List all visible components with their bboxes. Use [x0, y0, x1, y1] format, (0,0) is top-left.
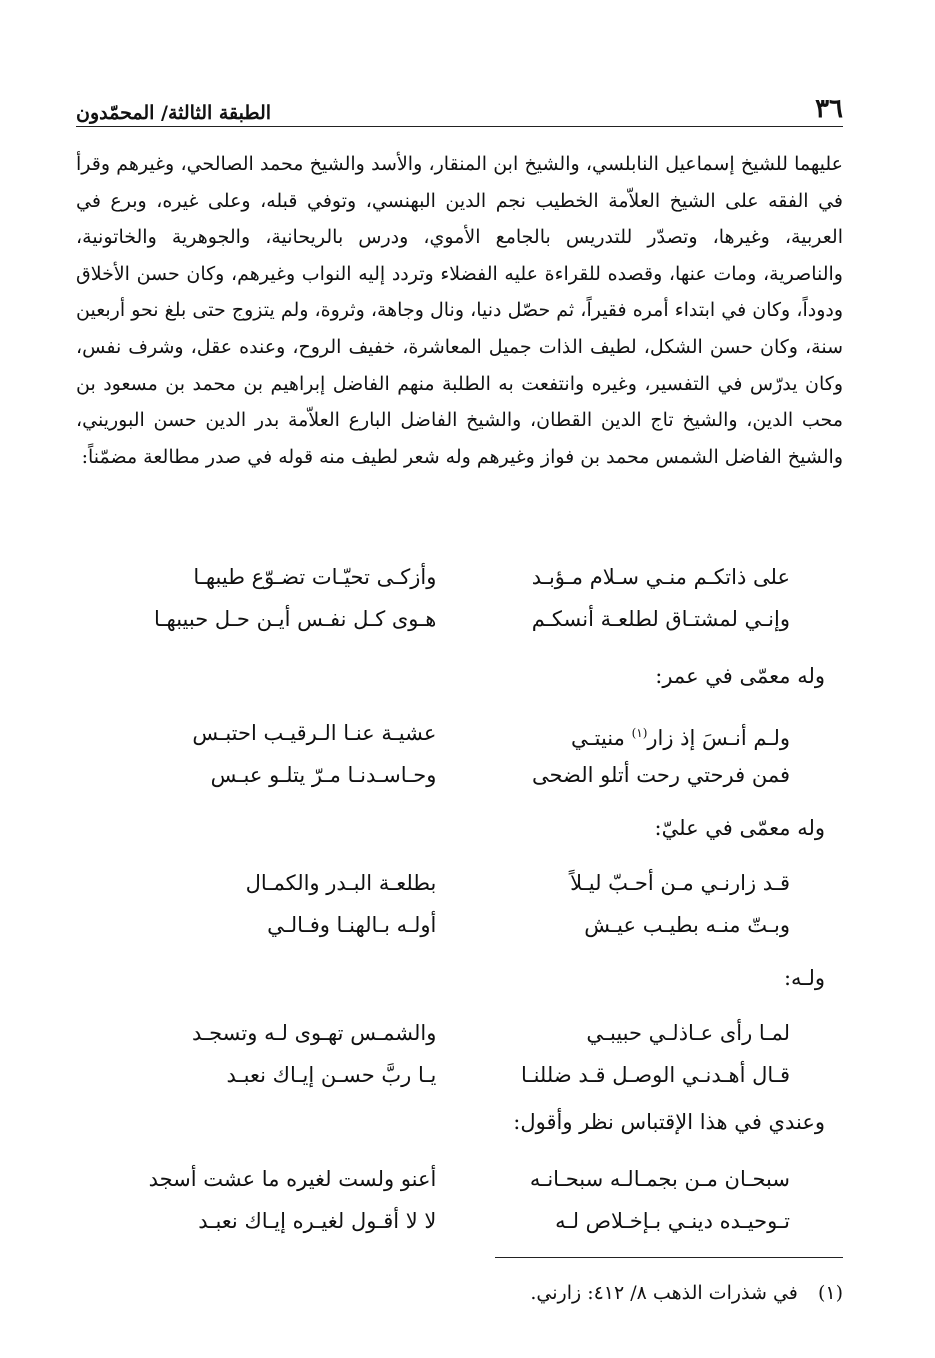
page-number: ٣٦ [815, 94, 843, 124]
verse-second-hemistich: بطلعـة البـدر والكمـال [245, 871, 437, 895]
verse-second-hemistich: أعنو ولست لغيره ما عشت أسجد [148, 1167, 437, 1191]
verse-row [110, 1012, 790, 1054]
verse-first-hemistich: سبحـان مـن بجمـالـه سبحـانـه [529, 1167, 790, 1191]
poem-5 [110, 1158, 790, 1242]
footnote-rule [495, 1257, 843, 1258]
verse-text-end: منيتـي [570, 726, 632, 750]
verse-second-hemistich: يـا ربَّ حسـن إيـاك نعبـد [226, 1063, 437, 1087]
verse-second-hemistich: هـوى كـل نفـس أيـن حـل حبيبهـا [153, 607, 437, 631]
verse-first-hemistich: وإنـي لمشتـاق لطلعـة أنسكـم [531, 607, 790, 631]
footnote-marker: (١) [817, 1282, 843, 1304]
footnote-text: في شذرات الذهب ٨/ ٤١٢: زارني. [530, 1282, 798, 1304]
verse-first-hemistich: لمـا رأى عـاذلـي حبيبـي [586, 1021, 790, 1045]
verse-first-hemistich: على ذاتكـم منـي سـلام مـؤبـد [531, 565, 790, 589]
footnote [530, 1282, 843, 1304]
poem-intro: وله معمّى في عليّ: [654, 816, 825, 840]
verse-row [110, 598, 790, 640]
poem-1 [110, 556, 790, 640]
verse-row [110, 862, 790, 904]
verse-row [110, 1158, 790, 1200]
verse-row [110, 1200, 790, 1242]
paragraph-text: عليهما للشيخ إسماعيل النابلسي، والشيخ ابن المنقار، والأسد والشيخ محمد الصالحي، وغيرهم وقرأ في الفقه على الشيخ العلاّمة الخطيب نجم الدين البهنسي، وتوفي قبله، وعلى غيره، وبرع في العربية، وغيرها، وتصدّر للتدريس بالجامع الأموي، ودرس بالريحانية، والجوهرية والخاتونية، والناصرية، ومات عنها، وقصده للقراءة عليه الفضلاء وتردد إليه النواب وغيرهم، وكان حسن الأخلاق ودوداً، وكان في ابتداء أمره فقيراً، ثم حصّل دنيا، ونال وجاهة، وثروة، ولم يتزوج حتى بلغ نحو أربعين سنة، وكان حسن الشكل، لطيف الذات جميل المعاشرة، خفيف الروح، وعنده عقل، وشرف نفس، وكان يدرّس في التفسير، وغيره وانتفعت به الطلبة منهم الفاضل إبراهيم بن محمد بن مسعود بن محب الدين، والشيخ تاج الدين القطان، والشيخ الفاضل البارع العلاّمة بدر الدين حسن البوريني، والشيخ الفاضل الشمس محمد بن فواز وغيرهم وله شعر لطيف منه قوله في صدر مطالعة مضمّناً: [76, 153, 844, 468]
poem-3 [110, 862, 790, 946]
header-rule [76, 126, 843, 127]
verse-second-hemistich: والشمـس تهـوى لـه وتسجـد [191, 1021, 437, 1045]
poem-intro: ولـه: [783, 966, 825, 990]
verse-second-hemistich: أولـه بـالهنـا وفـالـي [267, 913, 437, 937]
verse-row [110, 712, 790, 754]
poem-intro: وله معمّى في عمر: [655, 664, 825, 688]
verse-row [110, 754, 790, 796]
poem-intro: وعندي في هذا الإقتباس نظر وأقول: [513, 1110, 825, 1134]
verse-first-hemistich: قـد زارنـي مـن أحـبّ ليـلاً [570, 871, 790, 895]
page-header [76, 88, 843, 124]
verse-row [110, 1054, 790, 1096]
body-paragraph [76, 146, 843, 475]
verse-text: ولـم أنـسَ إذ زار [647, 726, 790, 750]
poem-2 [110, 712, 790, 796]
poem-4 [110, 1012, 790, 1096]
verse-second-hemistich: لا لا أقـول لغيـره إيـاك نعبـد [198, 1209, 437, 1233]
verse-second-hemistich: وأزكـى تحيّـات تضـوّع طيبهـا [193, 565, 437, 589]
verse-first-hemistich: وبـتّ منـه بطيـب عيـش [584, 913, 790, 937]
verse-second-hemistich: وحـاسـدنـا مـرّ يتلـو عبـس [210, 763, 437, 787]
verse-first-hemistich [464, 712, 790, 754]
verse-row [110, 556, 790, 598]
running-head: الطبقة الثالثة/ المحمّدون [76, 102, 272, 124]
verse-first-hemistich: قـال أهـدنـي الوصـل قـد ضللنـا [521, 1063, 790, 1087]
verse-first-hemistich: تـوحيـده دينـي بـإخـلاص لـه [555, 1209, 790, 1233]
verse-second-hemistich: عشيـة عنـا الـرقيـب احتبـس [192, 721, 437, 745]
footnote-reference[interactable]: (١) [631, 726, 648, 740]
verse-row [110, 904, 790, 946]
verse-first-hemistich: فمن فرحتي رحت أتلو الضحى [531, 763, 790, 787]
